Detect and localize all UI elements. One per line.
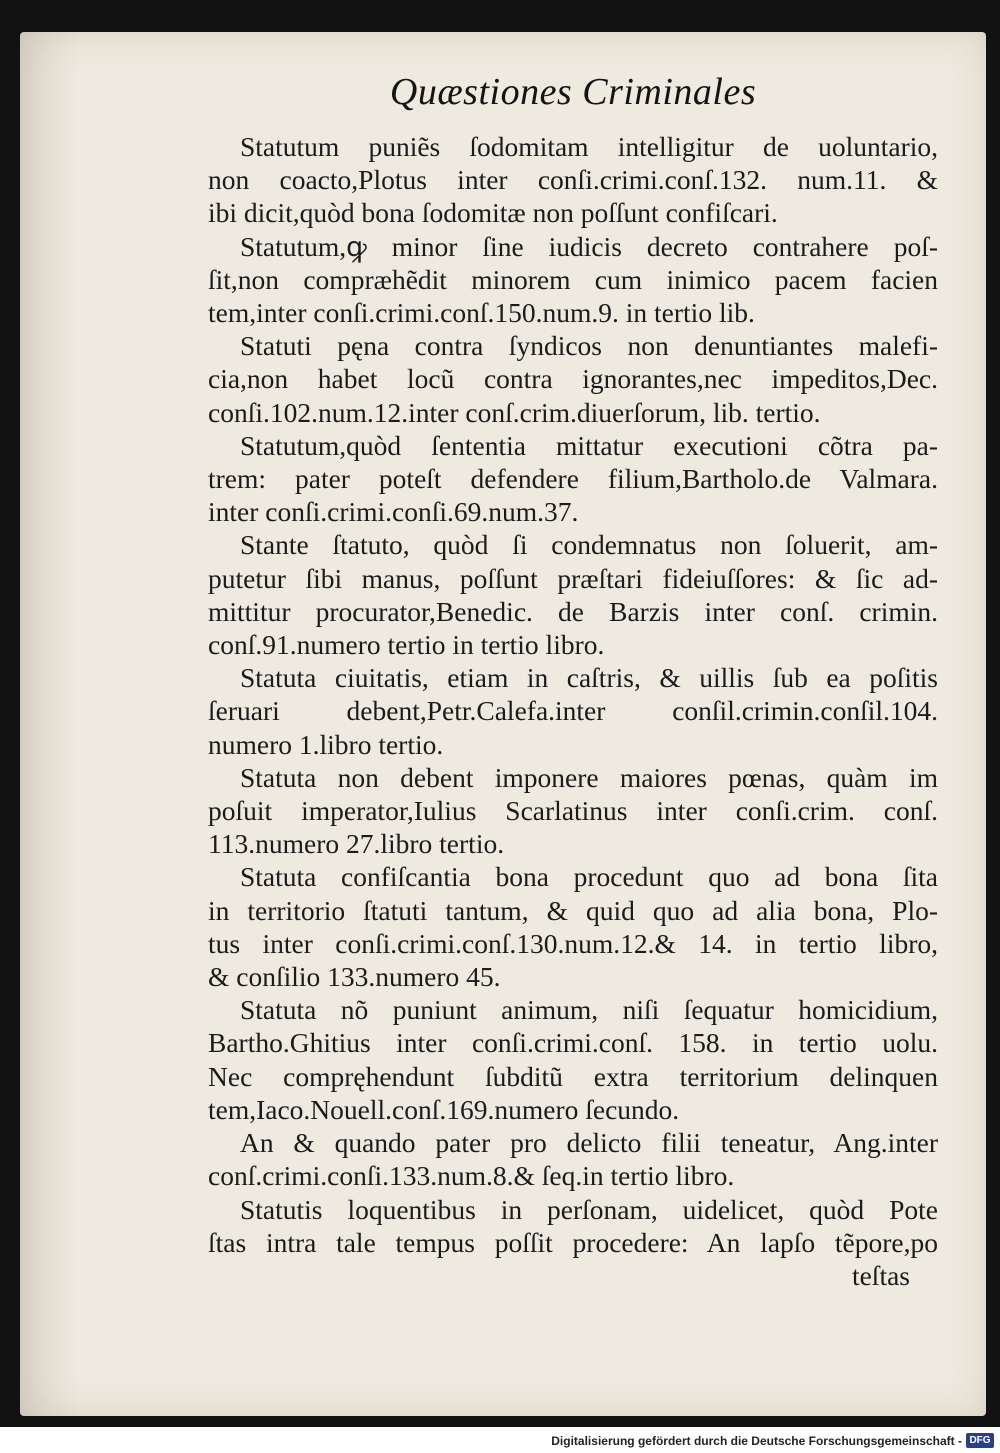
paragraph xyxy=(208,860,938,993)
text-line: inter conſi.crimi.conſi.69.num.37. xyxy=(208,496,579,528)
text-line: non coacto,Plotus inter conſi.crimi.conſ.132. num.11. & xyxy=(208,164,938,196)
digitization-credit: Digitalisierung gefördert durch die Deutsche Forschungsgemeinschaft - xyxy=(551,1434,962,1448)
paragraph xyxy=(208,230,938,330)
running-head-text: Quæstiones Criminales xyxy=(389,71,757,113)
text-line: tus inter conſi.crimi.conſ.130.num.12.& 14. in tertio libro, xyxy=(208,927,938,959)
paragraph xyxy=(208,130,938,230)
text-line: numero 1.libro tertio. xyxy=(208,728,444,760)
paragraph xyxy=(208,661,938,761)
text-line: in territorio ſtatuti tantum, & quid quo ad alia bona, Plo- xyxy=(208,894,938,926)
paragraph xyxy=(208,761,938,861)
text-line: An & quando pater pro delicto filii teneatur, Ang.inter xyxy=(240,1127,938,1159)
text-line: Statutum puniẽs ſodomitam intelligitur de uoluntario, xyxy=(240,131,938,162)
text-line: ſit,non compræhẽdit minorem cum inimico pacem facien xyxy=(208,263,938,295)
text-line: Nec compręhendunt ſubditũ extra territorium delinquen xyxy=(208,1060,938,1092)
catchword: teſtas xyxy=(851,1259,910,1291)
text-line: tem,Iaco.Nouell.conſ.169.numero ſecundo. xyxy=(208,1093,680,1125)
text-line: Stante ſtatuto, quòd ſi condemnatus non ſoluerit, am- xyxy=(240,529,938,561)
body-text xyxy=(208,130,938,1292)
text-line: Bartho.Ghitius inter conſi.crimi.conſ. 158. in tertio uolu. xyxy=(208,1027,938,1059)
text-line: tem,inter conſi.crimi.conſ.150.num.9. in tertio lib. xyxy=(208,297,755,329)
footer-bar xyxy=(0,1427,1000,1453)
text-line: 113.numero 27.libro tertio. xyxy=(208,828,505,860)
text-line: cia,non habet locũ contra ignorantes,nec impeditos,Dec. xyxy=(208,363,938,395)
text-line: Statutum,ꝙ minor ſine iudicis decreto contrahere poſ- xyxy=(240,230,938,262)
text-line: Statuti pęna contra ſyndicos non denuntiantes malefi- xyxy=(240,330,938,362)
text-line: ſtas intra tale tempus poſſit procedere: An lapſo tẽpore,po xyxy=(208,1226,938,1258)
dfg-logo: DFG xyxy=(966,1433,994,1448)
text-line: Statuta ciuitatis, etiam in caſtris, & uillis ſub ea poſitis xyxy=(240,662,938,694)
paragraph xyxy=(208,528,938,661)
running-head xyxy=(20,70,986,114)
text-line: Statutis loquentibus in perſonam, uidelicet, quòd Pote xyxy=(240,1193,938,1225)
paragraph xyxy=(208,1193,938,1259)
paragraph xyxy=(208,329,938,429)
text-line: conſi.102.num.12.inter conſ.crim.diuerſorum, lib. tertio. xyxy=(208,396,821,428)
text-line: Statutum,quòd ſententia mittatur executioni cõtra pa- xyxy=(240,429,938,461)
text-line: ibi dicit,quòd bona ſodomitæ non poſſunt confiſcari. xyxy=(208,197,778,229)
text-line: Statuta nõ puniunt animum, niſi ſequatur homicidium, xyxy=(240,994,938,1026)
paragraph xyxy=(208,993,938,1126)
text-line: conſ.crimi.conſi.133.num.8.& ſeq.in tertio libro. xyxy=(208,1160,735,1192)
text-line: putetur ſibi manus, poſſunt præſtari fideiuſſores: & ſic ad- xyxy=(208,562,938,594)
text-line: conſ.91.numero tertio in tertio libro. xyxy=(208,629,605,661)
text-line: Statuta non debent imponere maiores pœnas, quàm im xyxy=(240,761,938,793)
text-line: Statuta confiſcantia bona procedunt quo ad bona ſita xyxy=(240,861,938,893)
text-line: trem: pater poteſt defendere filium,Bartholo.de Valmara. xyxy=(208,463,938,495)
text-line: mittitur procurator,Benedic. de Barzis inter conſ. crimin. xyxy=(208,595,938,627)
text-line: & conſilio 133.numero 45. xyxy=(208,961,501,993)
text-line: ſeruari debent,Petr.Calefa.inter conſil.crimin.conſil.104. xyxy=(208,695,938,727)
paragraph xyxy=(208,1126,938,1192)
paragraph xyxy=(208,429,938,529)
text-line: poſuit imperator,Iulius Scarlatinus inter conſi.crim. conſ. xyxy=(208,795,938,827)
book-page xyxy=(20,32,986,1416)
